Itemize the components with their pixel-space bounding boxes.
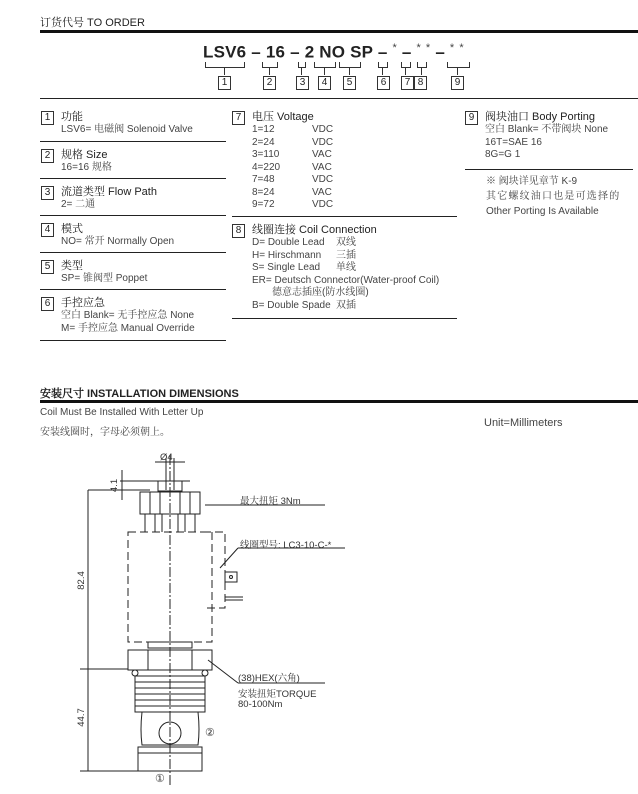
unit-label: Unit=Millimeters — [484, 417, 563, 429]
max-torque-label: 最大扭矩 3Nm — [240, 496, 301, 507]
order-section-title: 订货代号 TO ORDER — [40, 17, 145, 29]
order-title-rule — [40, 30, 638, 33]
order-code: LSV6 – 16 – 2 NO SP – * – * * – * * — [203, 42, 464, 62]
item-5-type: 5 类型 SP= 锥阀型 Poppet — [41, 259, 226, 286]
item-6-manual-override: 6 手控应急 空白 Blank= 无手控应急 None M= 手控应急 Manual Override — [41, 296, 226, 335]
order-code-rule — [40, 98, 638, 99]
port-1-label: ① — [155, 773, 165, 785]
install-torque-label: 安装扭矩TORQUE — [238, 689, 317, 700]
position-label-8: 8 — [414, 76, 427, 90]
voltage-row: 1=12 VDC — [252, 124, 334, 135]
item-7-voltage: 7 电压 Voltage 1=12 VDC 2=24 VDC 3=110 VAC 4=220 VAC 7=48 VDC 8=24 VAC 9=72 VDC — [232, 110, 457, 212]
voltage-row: 9=72 VDC — [252, 199, 334, 210]
diameter-label: Ø4 — [160, 452, 173, 463]
coil-row-er: ER= Deutsch Connector(Water-proof Coil) — [252, 274, 440, 286]
torque-range-label: 80-100Nm — [238, 699, 283, 710]
install-note-cn: 安装线圈时，字母必须朝上。 — [40, 427, 170, 438]
position-label-2: 2 — [263, 76, 276, 90]
coil-row: S= Single Lead 单线 — [252, 262, 356, 273]
bracket-1 — [205, 62, 245, 68]
coil-model-label: 线圈型号: LC3-10-C-* — [240, 540, 332, 551]
bracket-2 — [262, 62, 278, 68]
coil-row: D= Double Lead 双线 — [252, 237, 356, 248]
install-note-en: Coil Must Be Installed With Letter Up — [40, 407, 204, 418]
position-label-7: 7 — [401, 76, 414, 90]
voltage-row: 2=24 VDC — [252, 136, 334, 148]
bracket-5 — [339, 62, 361, 68]
code-type: SP — [350, 42, 373, 62]
bracket-9 — [447, 62, 470, 68]
bracket-7 — [401, 62, 411, 68]
install-title-rule — [40, 400, 638, 403]
code-flow: 2 — [304, 42, 315, 62]
install-section-title: 安装尺寸 INSTALLATION DIMENSIONS — [40, 388, 239, 400]
item-1-function: 1 功能 LSV6= 电磁阀 Solenoid Valve — [41, 110, 226, 137]
position-label-5: 5 — [343, 76, 356, 90]
item-3-flow-path: 3 流道类型 Flow Path 2= 二通 — [41, 185, 226, 212]
porting-notes: ※ 阀块详见章节 K-9 其它螺纹油口也是可选择的 Other Porting Is Available — [486, 176, 621, 217]
code-series: LSV6 — [203, 42, 247, 62]
code-mode: NO — [319, 42, 346, 62]
coil-row: B= Double Spade 双插 — [252, 299, 356, 311]
position-label-9: 9 — [451, 76, 464, 90]
coil-row: H= Hirschmann 三插 — [252, 249, 356, 261]
position-label-1: 1 — [218, 76, 231, 90]
item-4-mode: 4 模式 NO= 常开 Normally Open — [41, 222, 226, 249]
voltage-row: 4=220 VAC — [252, 161, 332, 173]
port-2-label: ② — [205, 727, 215, 739]
voltage-row: 7=48 VDC — [252, 174, 334, 185]
position-label-3: 3 — [296, 76, 309, 90]
position-label-4: 4 — [318, 76, 331, 90]
position-label-6: 6 — [377, 76, 390, 90]
hex-label: (38)HEX(六角) — [238, 673, 300, 684]
item-9-body-porting: 9 阀块油口 Body Porting 空白 Blank= 不带阀块 None 16T=SAE 16 8G=G 1 — [465, 110, 635, 162]
item-8-coil-connection: 8 线圈连接 Coil Connection D= Double Lead 双线 H= Hirschmann 三插 S= Single Lead 单线 ER= Deutsch Connector(Water-proof Coil) 德意志插座(防水线圈) B= Double Spade 双插 — [232, 223, 462, 312]
dim-top-label: 4.1 — [109, 478, 121, 493]
bracket-3 — [298, 62, 306, 68]
dim-lower-label: 44.7 — [75, 708, 87, 727]
code-size: 16 — [265, 42, 286, 62]
item-2-size: 2 规格 Size 16=16 规格 — [41, 148, 226, 175]
voltage-row: 8=24 VAC — [252, 186, 332, 198]
bracket-4 — [314, 62, 336, 68]
bracket-8 — [417, 62, 427, 68]
bracket-6 — [378, 62, 388, 68]
voltage-row: 3=110 VAC — [252, 149, 332, 160]
dim-overall-label: 82.4 — [75, 571, 87, 590]
